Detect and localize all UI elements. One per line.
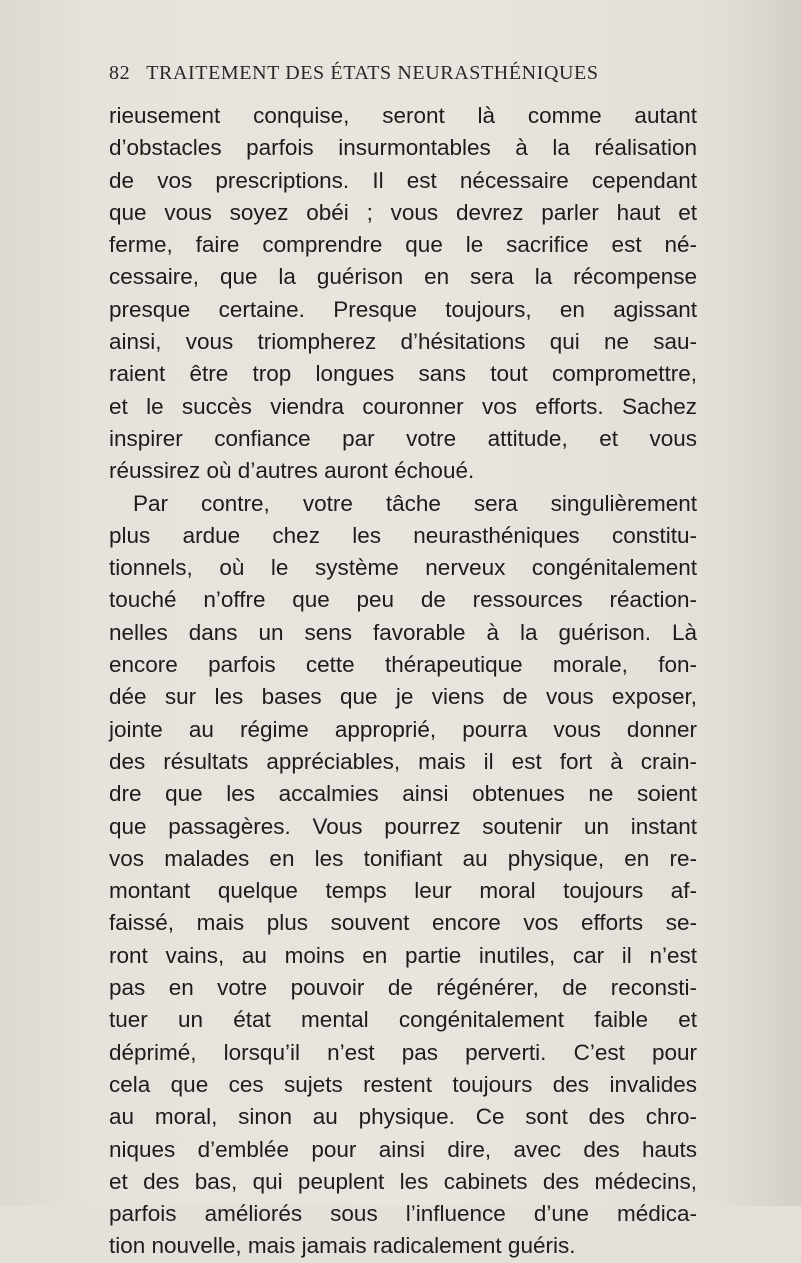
- paragraph-end-line: tion nouvelle, mais jamais radicalement guéris.: [109, 1233, 576, 1259]
- running-header: [109, 62, 689, 85]
- text-line: rieusement conquise, seront là comme autant: [109, 103, 697, 128]
- page-number: 82: [109, 62, 131, 84]
- text-line: que vous soyez obéi ; vous devrez parler haut et: [109, 199, 697, 225]
- text-line: jointe au régime approprié, pourra vous donner: [109, 716, 697, 742]
- text-line: raient être trop longues sans tout compromettre,: [109, 361, 697, 387]
- text-line: cela que ces sujets restent toujours des invalides: [109, 1071, 697, 1097]
- text-line: touché n’offre que peu de ressources réaction-: [109, 587, 697, 613]
- text-line: ainsi, vous triompherez d’hésitations qui ne sau-: [109, 329, 697, 355]
- text-line: vos malades en les tonifiant au physique, en re-: [109, 845, 697, 871]
- paragraph-start-line: Par contre, votre tâche sera singulièrement: [133, 490, 697, 516]
- body-text: [109, 100, 697, 1263]
- text-line: faissé, mais plus souvent encore vos efforts se-: [109, 910, 697, 936]
- text-line: dée sur les bases que je viens de vous exposer,: [109, 684, 697, 710]
- paragraph-end-line: réussirez où d’autres auront échoué.: [109, 458, 475, 484]
- text-line: inspirer confiance par votre attitude, et vous: [109, 425, 697, 451]
- text-line: au moral, sinon au physique. Ce sont des chro-: [109, 1104, 697, 1130]
- text-line: pas en votre pouvoir de régénérer, de reconsti-: [109, 975, 697, 1001]
- text-line: ferme, faire comprendre que le sacrifice est né-: [109, 232, 697, 258]
- text-line: déprimé, lorsqu’il n’est pas perverti. C’est pour: [109, 1039, 697, 1065]
- text-line: de vos prescriptions. Il est nécessaire cependant: [109, 167, 697, 193]
- text-line: cessaire, que la guérison en sera la récompense: [109, 264, 697, 290]
- text-line: et le succès viendra couronner vos efforts. Sachez: [109, 393, 697, 419]
- text-line: tionnels, où le système nerveux congénitalement: [109, 555, 697, 581]
- text-line: ront vains, au moins en partie inutiles, car il n’est: [109, 942, 697, 968]
- text-line: encore parfois cette thérapeutique morale, fon-: [109, 652, 697, 678]
- text-line: tuer un état mental congénitalement faible et: [109, 1007, 697, 1033]
- text-line: parfois améliorés sous l’influence d’une médica-: [109, 1201, 697, 1227]
- text-line: niques d’emblée pour ainsi dire, avec des hauts: [109, 1136, 697, 1162]
- text-line: dre que les accalmies ainsi obtenues ne soient: [109, 781, 697, 807]
- text-line: presque certaine. Presque toujours, en agissant: [109, 296, 697, 322]
- text-line: et des bas, qui peuplent les cabinets des médecins,: [109, 1168, 697, 1194]
- running-title: TRAITEMENT DES ÉTATS NEURASTHÉNIQUES: [146, 62, 599, 84]
- text-line: nelles dans un sens favorable à la guérison. Là: [109, 619, 697, 645]
- text-line: montant quelque temps leur moral toujours af-: [109, 878, 697, 904]
- text-line: des résultats appréciables, mais il est fort à crain-: [109, 748, 697, 774]
- text-line: que passagères. Vous pourrez soutenir un instant: [109, 813, 697, 839]
- text-line: plus ardue chez les neurasthéniques constitu-: [109, 522, 697, 548]
- text-line: d’obstacles parfois insurmontables à la réalisation: [109, 135, 697, 161]
